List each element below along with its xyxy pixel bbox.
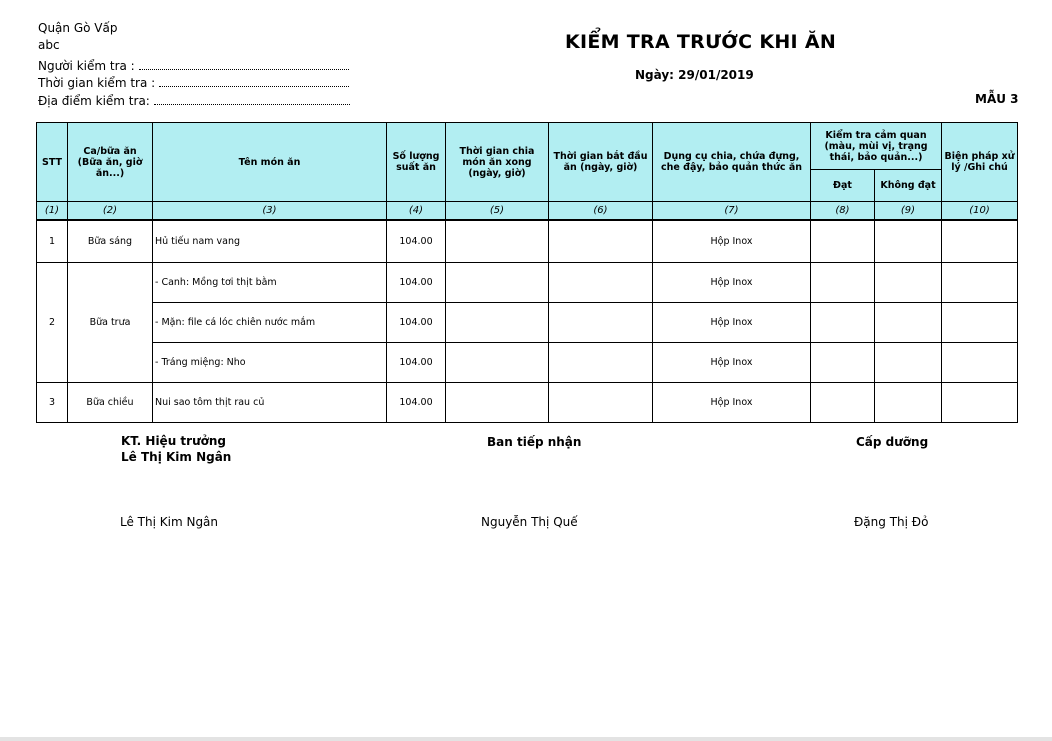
stt-cell: 3 bbox=[37, 382, 68, 422]
table-row bbox=[37, 342, 1018, 382]
right-signature-role bbox=[856, 435, 928, 449]
quantity-cell: 104.00 bbox=[387, 342, 446, 382]
page-title: KIỂM TRA TRƯỚC KHI ĂN bbox=[565, 31, 837, 53]
school-label: abc bbox=[38, 38, 60, 52]
pass-cell bbox=[811, 220, 875, 262]
table-row bbox=[37, 382, 1018, 422]
stt-cell: 1 bbox=[37, 220, 68, 262]
serve-done-cell bbox=[446, 262, 549, 302]
col-header-quantity: Số lượng suất ăn bbox=[387, 123, 446, 202]
col-header-pass: Đạt bbox=[811, 170, 875, 202]
fail-cell bbox=[875, 262, 942, 302]
serve-done-cell bbox=[446, 342, 549, 382]
measures-cell bbox=[942, 302, 1018, 342]
district-label: Quận Gò Vấp bbox=[38, 21, 118, 35]
inspector-label: Người kiểm tra : bbox=[38, 59, 135, 73]
left-signature-name: Lê Thị Kim Ngân bbox=[120, 515, 219, 529]
bottom-scroll-edge bbox=[0, 737, 1052, 741]
utensils-cell: Hộp Inox bbox=[653, 302, 811, 342]
dish-cell: - Tráng miệng: Nho bbox=[153, 342, 387, 382]
dish-cell: - Canh: Mồng tơi thịt bằm bbox=[153, 262, 387, 302]
col-header-sensory: Kiểm tra cảm quan (màu, mùi vị, trạng thái, bảo quản...) bbox=[811, 123, 942, 170]
index-cell: (10) bbox=[942, 202, 1018, 221]
measures-cell bbox=[942, 262, 1018, 302]
time-label: Thời gian kiểm tra : bbox=[38, 76, 156, 90]
inspector-line bbox=[38, 58, 349, 74]
place-dotted-line bbox=[154, 94, 350, 105]
utensils-cell: Hộp Inox bbox=[653, 342, 811, 382]
index-cell: (9) bbox=[875, 202, 942, 221]
time-dotted-line bbox=[159, 76, 349, 87]
fail-cell bbox=[875, 220, 942, 262]
dish-cell: - Mặn: file cá lóc chiên nước mắm bbox=[153, 302, 387, 342]
fail-cell bbox=[875, 382, 942, 422]
index-cell: (3) bbox=[153, 202, 387, 221]
col-header-dish: Tên món ăn bbox=[153, 123, 387, 202]
col-header-meal: Ca/bữa ăn (Bữa ăn, giờ ăn...) bbox=[68, 123, 153, 202]
inspector-dotted-line bbox=[139, 59, 349, 70]
col-header-stt: STT bbox=[37, 123, 68, 202]
center-signature-name: Nguyễn Thị Quế bbox=[481, 515, 578, 529]
start-eat-cell bbox=[549, 342, 653, 382]
index-row bbox=[37, 202, 1018, 221]
meal-cell: Bữa sáng bbox=[68, 220, 153, 262]
start-eat-cell bbox=[549, 220, 653, 262]
report-date: Ngày: 29/01/2019 bbox=[635, 68, 754, 82]
col-header-start-eat: Thời gian bắt đầu ăn (ngày, giờ) bbox=[549, 123, 653, 202]
center-signature-role bbox=[487, 435, 581, 449]
table-row bbox=[37, 220, 1018, 262]
center-role-text: Ban tiếp nhận bbox=[487, 435, 582, 449]
col-header-serve-done: Thời gian chia món ăn xong (ngày, giờ) bbox=[446, 123, 549, 202]
place-label: Địa điểm kiểm tra: bbox=[38, 94, 150, 108]
utensils-cell: Hộp Inox bbox=[653, 262, 811, 302]
pass-cell bbox=[811, 302, 875, 342]
serve-done-cell bbox=[446, 382, 549, 422]
fail-cell bbox=[875, 342, 942, 382]
left-signature-role bbox=[121, 434, 226, 448]
table-row bbox=[37, 302, 1018, 342]
fail-cell bbox=[875, 302, 942, 342]
left-role-text: KT. Hiệu trưởng bbox=[121, 434, 226, 448]
place-line bbox=[38, 93, 350, 109]
quantity-cell: 104.00 bbox=[387, 302, 446, 342]
serve-done-cell bbox=[446, 220, 549, 262]
start-eat-cell bbox=[549, 382, 653, 422]
col-header-measures: Biện pháp xử lý /Ghi chú bbox=[942, 123, 1018, 202]
time-line bbox=[38, 75, 349, 91]
dish-cell: Nui sao tôm thịt rau củ bbox=[153, 382, 387, 422]
measures-cell bbox=[942, 382, 1018, 422]
pass-cell bbox=[811, 382, 875, 422]
col-header-fail: Không đạt bbox=[875, 170, 942, 202]
pass-cell bbox=[811, 262, 875, 302]
col-header-utensils: Dụng cụ chia, chứa đựng, che đậy, bảo quản thức ăn bbox=[653, 123, 811, 202]
dish-cell: Hủ tiếu nam vang bbox=[153, 220, 387, 262]
serve-done-cell bbox=[446, 302, 549, 342]
index-cell: (2) bbox=[68, 202, 153, 221]
stt-cell: 2 bbox=[37, 262, 68, 382]
quantity-cell: 104.00 bbox=[387, 220, 446, 262]
start-eat-cell bbox=[549, 262, 653, 302]
quantity-cell: 104.00 bbox=[387, 382, 446, 422]
index-cell: (5) bbox=[446, 202, 549, 221]
left-subtitle-text: Lê Thị Kim Ngân bbox=[121, 450, 232, 464]
meal-cell: Bữa trưa bbox=[68, 262, 153, 382]
right-role-text: Cấp dưỡng bbox=[856, 435, 929, 449]
start-eat-cell bbox=[549, 302, 653, 342]
right-signature-name: Đặng Thị Đỏ bbox=[854, 515, 929, 529]
index-cell: (7) bbox=[653, 202, 811, 221]
utensils-cell: Hộp Inox bbox=[653, 220, 811, 262]
index-cell: (6) bbox=[549, 202, 653, 221]
pass-cell bbox=[811, 342, 875, 382]
left-signature-subtitle bbox=[121, 450, 231, 464]
table-row bbox=[37, 262, 1018, 302]
index-cell: (8) bbox=[811, 202, 875, 221]
utensils-cell: Hộp Inox bbox=[653, 382, 811, 422]
quantity-cell: 104.00 bbox=[387, 262, 446, 302]
inspection-table bbox=[36, 122, 1018, 423]
index-cell: (4) bbox=[387, 202, 446, 221]
measures-cell bbox=[942, 342, 1018, 382]
measures-cell bbox=[942, 220, 1018, 262]
meal-cell: Bữa chiều bbox=[68, 382, 153, 422]
form-code: MẪU 3 bbox=[975, 92, 1019, 106]
index-cell: (1) bbox=[37, 202, 68, 221]
